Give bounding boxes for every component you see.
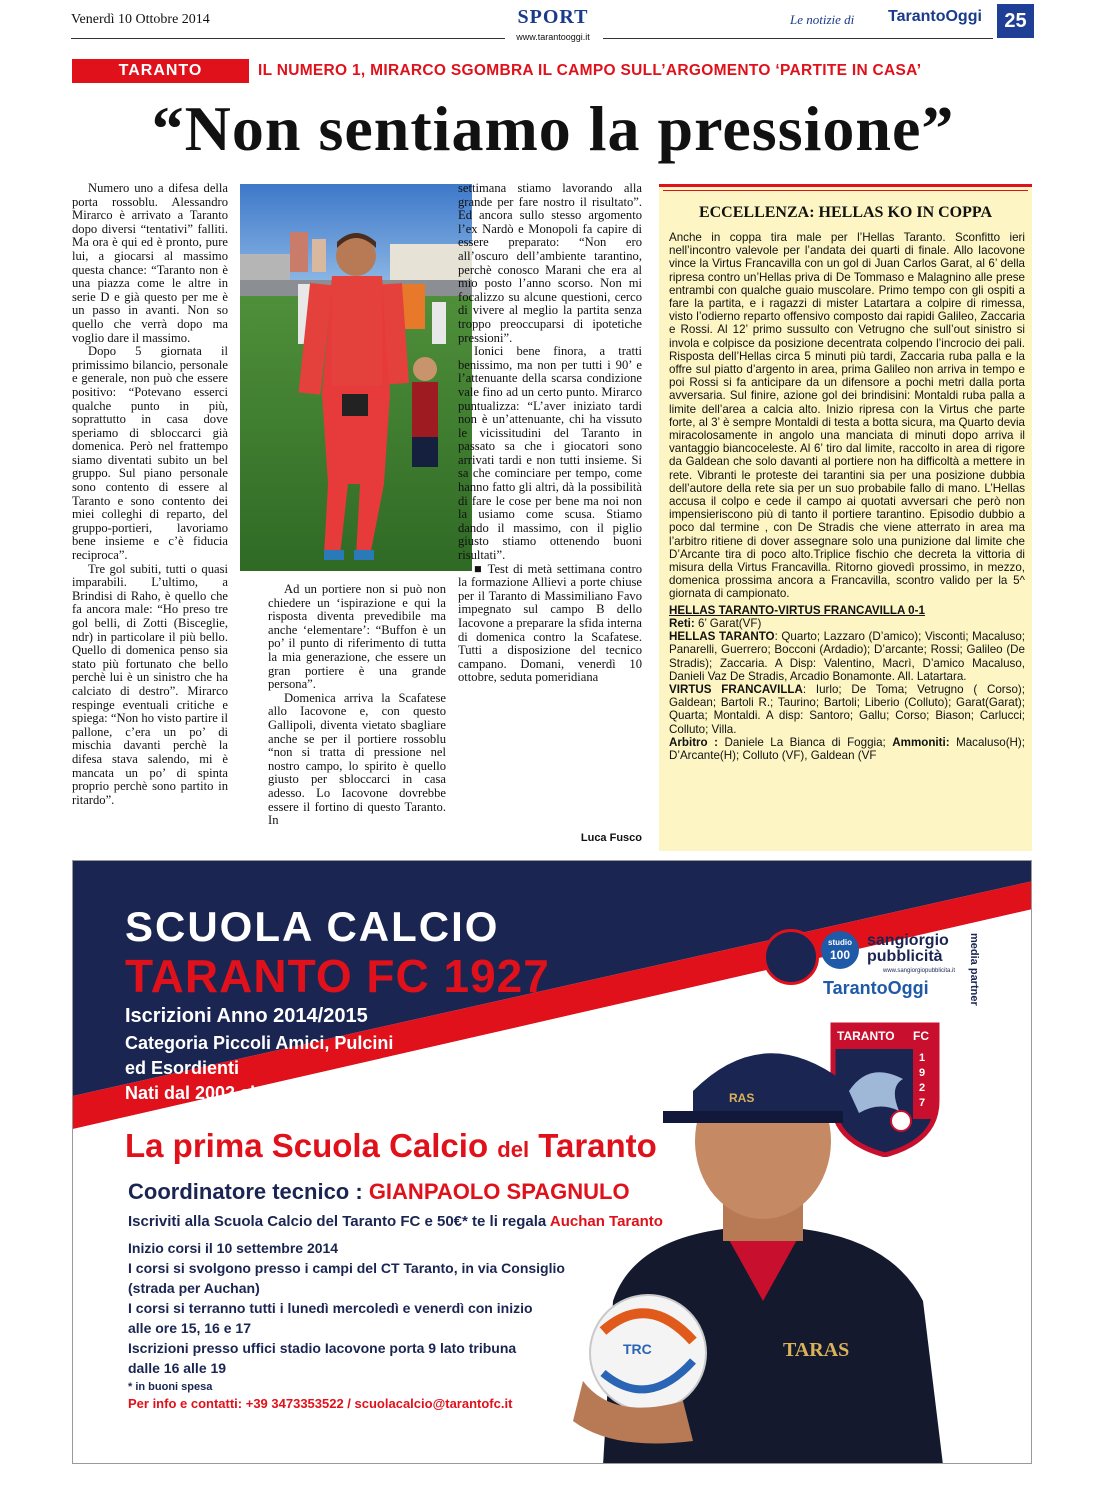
home-lineup: : Quarto; Lazzaro (D’amico); Visconti; Macaluso; Panarelli, Guerrero; Bocconi (Ardadio); D’arcante; Rossi; Galileo (De Stradis); Zaccaria. A Disp: Valentino, Macrì, D’amico Macaluso, Danieli Vaz De Stradis, Arcadio Bonamonte. All. Latartara. bbox=[669, 630, 1025, 683]
booked-players: Macaluso(H); D’Arcante(H); Colluto (VF), Galdean (VF bbox=[669, 735, 1026, 762]
studio100-logo: studio 100 bbox=[821, 931, 859, 969]
article-column-1 bbox=[72, 182, 228, 807]
goals: 6’ Garat(VF) bbox=[694, 616, 762, 630]
school-ad bbox=[72, 860, 1032, 1464]
goalkeeper-photo bbox=[240, 184, 472, 571]
section-kicker: TARANTO bbox=[72, 59, 249, 83]
shirt-logo: TARAS bbox=[783, 1339, 850, 1361]
sidebar-rule bbox=[663, 190, 1028, 191]
article-column-3 bbox=[458, 182, 642, 685]
article-column-2 bbox=[268, 583, 446, 828]
ad-coordinator: Coordinatore tecnico : GIANPAOLO SPAGNULO bbox=[128, 1179, 630, 1204]
away-lineup: : Iurlo; De Toma; Vetrugno ( Corso); Galdean; Bartoli R.; Taurino; Bartoli; Liberio (Colluto); Garat(Garat); Quarta; Montaldi. A disp: Santoro; Gallu; Corso; Biason; Carlucci; Colluto; Villa. bbox=[669, 682, 1025, 736]
ad-details: Inizio corsi il 10 settembre 2014 I corsi si svolgono presso i campi del CT Taranto, in via Consiglio (strada per Auchan) I corsi si terranno tutti i lunedì mercoledì e venerdì con inizio alle ore 15, 16 e 17 Iscrizioni presso uffici stadio Iacovone porta 9 lato tribuna dalle 16 alle 19 bbox=[128, 1240, 565, 1376]
sangiorgio-url: www.sangiorgiopubblicita.it bbox=[883, 968, 956, 974]
paragraph: Domenica arriva la Scafatese allo Iacovone e, con questo Gallipoli, diventa vietato sbagliare anche se per il portiere rossoblu “non si tratta di pressione nel nostro campo, lo spirito è quello giusto per sbloccarci in casa adesso. Lo Iacovone dovrebbe essere il fortino di questo Taranto. In bbox=[268, 690, 446, 828]
paragraph: Ionici bene finora, a tratti benissimo, ma non per tutti i 90’ e l’attenuante della scarsa condizione vale fino ad un certo punto. Mirarco puntualizza: “L’aver iniziato tardi non è un’attenuante, chi ha vissuto le vicissitudini del Taranto in passato sa che i giocatori sono arrivati tardi e non tutti insieme. Si sa che cominciare per tempo, come hanno fatto gli altri, dà la possibilità di fare le cose per bene ma noi non la usiamo come scusa. Stiamo dando il massimo, con il piglio giusto stiamo ottenendo buoni risultati”. bbox=[458, 344, 642, 563]
paragraph: Ad un portiere non si può non chiedere un ‘ispirazione e qui la risposta diventa prevedibile ma anche ‘elementare’: “Buffon è un po’ il punto di riferimento di tutta la mia generazione, che essere un gran portiere è una grande persona”. bbox=[268, 582, 446, 692]
ad-offer: Iscriviti alla Scuola Calcio del Taranto FC e 50€* te li regala Auchan Taranto bbox=[128, 1213, 663, 1230]
site-url[interactable]: www.tarantooggi.it bbox=[516, 32, 590, 42]
sidebar-body bbox=[669, 231, 1025, 762]
author-byline: Luca Fusco bbox=[580, 832, 642, 844]
paragraph: ■ Test di metà settimana contro la formazione Allievi a porte chiuse per il Taranto di Massimiliano Favo impegnato sul campo B dello Iacovone a preparare la sfida interna di domenica contro la Scafatese. Tutti a disposizione del tecnico campano. Domani, venerdì 10 ottobre, seduta pomeridiana bbox=[458, 561, 642, 685]
paragraph: Dopo 5 giornata il primissimo bilancio, personale e generale, non può che essere positivo: “Potevano esserci qualche punto in più, soprattutto in casa dove speriamo di sbloccarci già domenica. Però nel frattempo siamo diventati subito un bel gruppo. Sul piano personale sono contento di essere al Taranto e sono contento dei miei colleghi di reparto, del gruppo-portieri, lavoriamo bene insieme e c’è fiducia reciproca”. bbox=[72, 344, 228, 563]
sangiorgio-logo: sangiorgio pubblicità bbox=[867, 932, 949, 965]
club-crest-icon bbox=[763, 929, 819, 985]
page-number: 25 bbox=[997, 4, 1034, 38]
away-team-label: VIRTUS FRANCAVILLA bbox=[669, 682, 803, 696]
paragraph: Numero uno a difesa della porta rossoblu. Alessandro Mirarco è arrivato a Taranto dopo diversi “tentativi” falliti. Ma ora è qui ed è pronto, pure lui, a giocarsi al massimo questa chance: “Taranto non è una piazza come le altre in serie D e già questo per me è un passo in avanti. Non so quello che verrà dopo ma voglio dare il massimo. bbox=[72, 181, 228, 345]
ad-title: SCUOLA CALCIO bbox=[125, 903, 500, 950]
ad-footnote: * in buoni spesa bbox=[128, 1381, 213, 1393]
ad-categories-2: ed Esordienti bbox=[125, 1058, 240, 1078]
headline: “Non sentiamo la pressione” bbox=[151, 93, 955, 164]
ball-logo: TRC bbox=[623, 1341, 652, 1357]
header-notizie: Le notizie di bbox=[790, 12, 855, 27]
newspaper-logo: TarantoOggi bbox=[888, 8, 982, 25]
cap-logo: RAS bbox=[729, 1091, 755, 1105]
ad-club-name: TARANTO FC 1927 bbox=[125, 950, 550, 1002]
ad-birth-years: Nati dal 2002 al 2009 bbox=[125, 1083, 301, 1103]
subheadline: IL NUMERO 1, MIRARCO SGOMBRA IL CAMPO SULL’ARGOMENTO ‘PARTITE IN CASA’ bbox=[258, 62, 922, 79]
section-title: SPORT bbox=[517, 6, 589, 28]
badge-name: TARANTO bbox=[837, 1029, 895, 1043]
coach-photo bbox=[543, 1001, 963, 1464]
ad-contacts[interactable]: Per info e contatti: +39 3473353522 / scuolacalcio@tarantofc.it bbox=[128, 1396, 513, 1411]
referee: Daniele La Bianca di Foggia; bbox=[718, 735, 893, 749]
goals-label: Reti: bbox=[669, 616, 695, 630]
issue-date: Venerdì 10 Ottobre 2014 bbox=[71, 12, 210, 27]
paragraph: settimana stiamo lavorando alla grande per fare nostro il risultato”. Ed ancora sullo stesso argomento l’ex Nardò e Monopoli fa capire di essere preparato: “Non ero all’oscuro dell’ambiente tarantino, perchè conosco Marani che era al mio posto l’anno scorso. Non mi focalizzo su alcune questioni, cerco di vivere al meglio la partita senza troppo preoccuparsi di ipotetiche pressioni”. bbox=[458, 181, 642, 345]
paragraph: Tre gol subiti, tutti o quasi imparabili. L’ultimo, a Brindisi di Raho, è quello che fa ancora male: “Ho preso tre gol belli, di Zotti (Bisceglie, ndr) in particolare il più bello. Quello di domenica penso sia stato più fortunato che bello perchè lui è un sinistro che ha calciato di destro”. Mirarco respinge eventuali critiche e spiega: “Non ho visto partire il pallone, c’era un po’ di mischia davanti perchè la difesa stava salendo, mi è mancata un po’ di spinta proprio perchè sono partito in ritardo”. bbox=[72, 561, 228, 807]
sidebar-title: ECCELLENZA: HELLAS KO IN COPPA bbox=[698, 204, 993, 221]
referee-label: Arbitro : bbox=[669, 735, 718, 749]
badge-fc: FC bbox=[913, 1029, 929, 1043]
ad-registration-year: Iscrizioni Anno 2014/2015 bbox=[125, 1005, 368, 1027]
home-team-label: HELLAS TARANTO bbox=[669, 630, 775, 644]
match-result: HELLAS TARANTO-VIRTUS FRANCAVILLA 0-1 bbox=[669, 603, 925, 617]
tarantooggi-logo: TarantoOggi bbox=[823, 978, 929, 998]
ad-categories: Categoria Piccoli Amici, Pulcini bbox=[125, 1033, 394, 1053]
ad-slogan: La prima Scuola Calcio del Taranto bbox=[125, 1127, 657, 1164]
media-partner-label: media partner bbox=[968, 933, 980, 1006]
header-rule-left bbox=[71, 38, 505, 39]
header-rule-right bbox=[603, 38, 993, 39]
badge-year: 1927 bbox=[919, 1052, 926, 1109]
booked-label: Ammoniti: bbox=[892, 735, 950, 749]
sidebar-text: Anche in coppa tira male per l’Hellas Taranto. Sconfitto ieri nell’incontro valevole per l’andata dei quarti di finale. Allo Iacovone vince la Virtus Francavilla con un gol di Juan Carlos Garat, al 6’ della ripresa contro un’Hellas priva di De Tommaso e Malagnino alle prese entrambi con qualche guaio muscolare. Primo tempo con gli ospiti a fare la partita, e i ragazzi di mister Latartara a colpire di rimessa, visto l’odierno reparto offensivo composto dai rapidi Galileo, Zaccaria e Rossi. Al 12’ primo sussulto con Vetrugno che sull’out sinistro si invola e colpisce da posizione decentrata colpendo l’incrocio dei pali. Risposta dell’Hellas circa 5 minuti più tardi, Zaccaria ruba palla e la offre sul piatto d’argento in area, prima Galileo non arriva in tempo e poi Rossi si fa anticipare da un difensore a pochi metri dalla porta avversaria. Sul finire, azione gol dei brindisini: Montaldi ruba palla a limite dell’area a calcia alto. Inizio ripresa con la Virtus che parte forte, al 3’ è sempre Montaldi di testa a botta sicura, ma Quarto devia miracolosamente in angolo una manciata di minuti dopo arriva il vantaggio biancoceleste. Al 6’ tiro dal limite, raccolto in area di rigore da Galdean che solo davanti al portiere non ha difficoltà a mettere in rete. Vibranti le proteste dei tarantini sia per una posizione dubbia dell’autore della rete sia per un suo probabile fallo di mano. L’Hellas accusa il colpo e cede il campo ai quotati avversari che però non impensieriscono più di tanto il portiere tarantino. Episodio dubbio a poco dal termine , con De Stradis che viene atterrato in area ma l’arbitro ritiene di dover assegnare solo una punizione dal limite che D’Arcante tira di poco alto.Triplice fischio che decreta la vittoria di misura della Virtus Francavilla. Ritorno giovedì prossimo, in mezzo, domenica prossima ancora a Francavilla, scontro valido per la 5^ giornata di campionato. bbox=[669, 231, 1025, 601]
